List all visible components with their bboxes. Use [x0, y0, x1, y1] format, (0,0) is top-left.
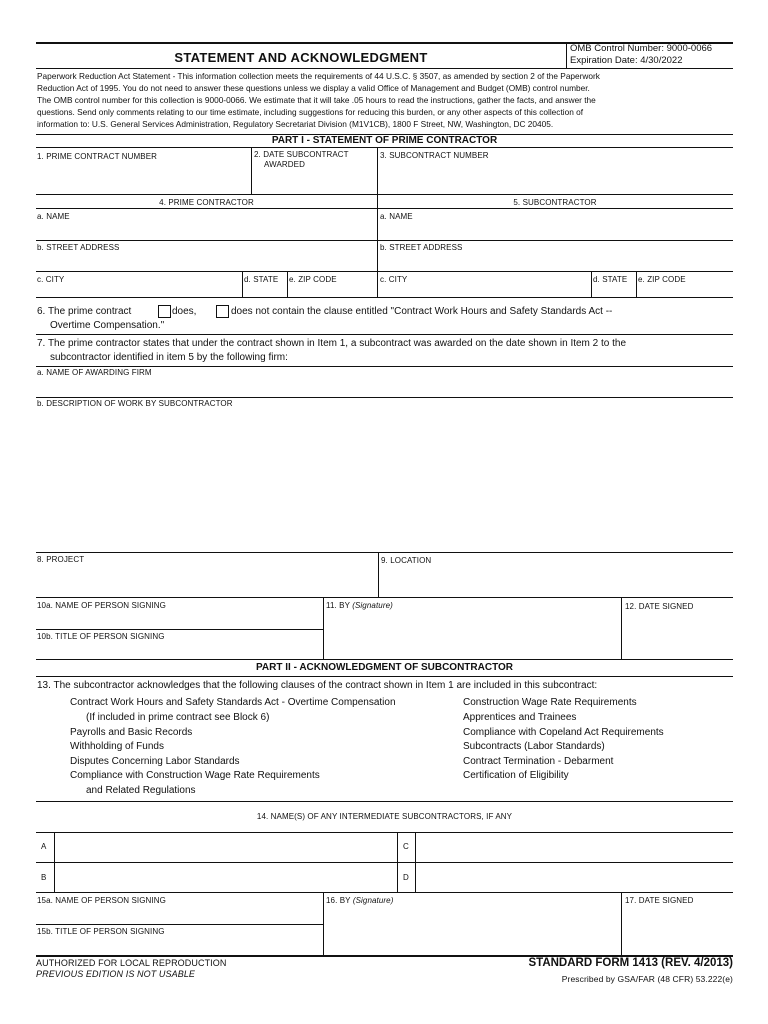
- subcontractor-d-field[interactable]: [418, 865, 730, 890]
- awarding-firm-field[interactable]: [37, 378, 730, 396]
- person-signing-title-label: 10b. TITLE OF PERSON SIGNING: [37, 632, 165, 641]
- sub-signature-field[interactable]: [326, 906, 618, 953]
- prescribed-by: Prescribed by GSA/FAR (48 CFR) 53.222(e): [561, 974, 733, 984]
- subcontractor-a-field[interactable]: [57, 835, 394, 860]
- project-label: 8. PROJECT: [37, 555, 85, 564]
- sub-person-signing-name-label: 15a. NAME OF PERSON SIGNING: [37, 896, 166, 905]
- clause-item: Contract Work Hours and Safety Standards Act - Overtime Compensation: [70, 697, 396, 708]
- prime-city-field[interactable]: [37, 285, 237, 296]
- paperwork-line: questions. Send only comments relating to our time estimate, including suggestions for reducing this burden, or any other aspects of this collection of: [37, 107, 584, 117]
- clause-item: Payrolls and Basic Records: [70, 727, 193, 738]
- subcontract-number-label: 3. SUBCONTRACT NUMBER: [380, 151, 489, 160]
- q6-text: 6. The prime contract: [37, 306, 132, 317]
- sub-person-signing-title-label: 15b. TITLE OF PERSON SIGNING: [37, 927, 165, 936]
- sub-signature-label-text: 16. BY: [326, 896, 351, 905]
- date-subcontract-awarded-label: 2. DATE SUBCONTRACT: [254, 150, 349, 159]
- sub-signature-hint: (Signature): [352, 896, 394, 905]
- sub-person-signing-name-field[interactable]: [37, 906, 320, 923]
- prime-contractor-heading: 4. PRIME CONTRACTOR: [159, 198, 254, 207]
- clause-item: Disputes Concerning Labor Standards: [70, 756, 240, 767]
- signature-label-text: 11. BY: [326, 601, 350, 610]
- prime-name-field[interactable]: [37, 222, 374, 238]
- row-c-label: C: [403, 842, 409, 851]
- subcontractor-c-field[interactable]: [418, 835, 730, 860]
- clause-item: Construction Wage Rate Requirements: [463, 697, 637, 708]
- sub-zip-label: e. ZIP CODE: [638, 275, 686, 284]
- form-title: STATEMENT AND ACKNOWLEDGMENT: [174, 50, 428, 65]
- paperwork-line: Reduction Act of 1995. You do not need to answer these questions unless we display a valid Office of Management and Budget (OMB) control number.: [37, 83, 590, 93]
- prime-contract-number-label: 1. PRIME CONTRACT NUMBER: [37, 152, 158, 161]
- previous-edition-note: PREVIOUS EDITION IS NOT USABLE: [36, 969, 196, 979]
- q6-text-2: Overtime Compensation.": [50, 320, 165, 331]
- prime-name-label: a. NAME: [37, 212, 70, 221]
- row-d-label: D: [403, 873, 409, 882]
- sub-signature-label: [326, 896, 394, 905]
- location-field[interactable]: [381, 566, 730, 595]
- clause-item: and Related Regulations: [86, 785, 196, 796]
- work-description-field[interactable]: [37, 410, 730, 550]
- sub-city-label: c. CITY: [380, 275, 408, 284]
- part2-heading: PART II - ACKNOWLEDGMENT OF SUBCONTRACTOR: [255, 662, 514, 673]
- q13-text: 13. The subcontractor acknowledges that the following clauses of the contract shown in Item 1 are included in this subcontract:: [37, 680, 598, 691]
- prime-zip-label: e. ZIP CODE: [289, 275, 337, 284]
- prime-zip-field[interactable]: [289, 285, 374, 296]
- omb-control-number: OMB Control Number: 9000-0066: [570, 43, 713, 54]
- prime-city-label: c. CITY: [37, 275, 65, 284]
- clause-item: Compliance with Copeland Act Requirements: [463, 727, 664, 738]
- person-signing-name-label: 10a. NAME OF PERSON SIGNING: [37, 601, 166, 610]
- date-subcontract-awarded-label-2: AWARDED: [264, 160, 305, 169]
- subcontractor-heading: 5. SUBCONTRACTOR: [513, 198, 597, 207]
- part1-heading: PART I - STATEMENT OF PRIME CONTRACTOR: [271, 135, 498, 146]
- q7-text-2: subcontractor identified in item 5 by the following firm:: [50, 352, 288, 363]
- sub-zip-field[interactable]: [638, 285, 730, 296]
- clause-item: Certification of Eligibility: [463, 770, 569, 781]
- clause-item: Contract Termination - Debarment: [463, 756, 614, 767]
- sub-street-label: b. STREET ADDRESS: [380, 243, 463, 252]
- prime-contract-number-field[interactable]: [37, 162, 247, 192]
- location-label: 9. LOCATION: [381, 556, 432, 565]
- q6-does-not-label: does not contain the clause entitled "Contract Work Hours and Safety Standards Act --: [231, 306, 613, 317]
- q6-does-checkbox[interactable]: [158, 305, 171, 318]
- clause-item: Compliance with Construction Wage Rate Requirements: [70, 770, 320, 781]
- signature-field[interactable]: [326, 611, 618, 657]
- row-b-label: B: [41, 873, 47, 882]
- signature-hint: (Signature): [352, 601, 393, 610]
- subcontract-number-field[interactable]: [380, 162, 730, 192]
- q7-text: 7. The prime contractor states that under the contract shown in Item 1, a subcontract was awarded on the date shown in Item 2 to the: [37, 338, 627, 349]
- sub-state-field[interactable]: [593, 285, 633, 296]
- sub-city-field[interactable]: [380, 285, 588, 296]
- sub-street-field[interactable]: [380, 253, 730, 269]
- prime-street-field[interactable]: [37, 253, 374, 269]
- form-number: STANDARD FORM 1413 (REV. 4/2013): [528, 957, 733, 969]
- date-subcontract-awarded-field[interactable]: [254, 170, 374, 192]
- signature-label: [326, 601, 393, 610]
- q6-does-not-checkbox[interactable]: [216, 305, 229, 318]
- sub-person-signing-title-field[interactable]: [37, 937, 320, 953]
- clause-item: Subcontracts (Labor Standards): [463, 741, 605, 752]
- clause-item: Withholding of Funds: [70, 741, 164, 752]
- prime-street-label: b. STREET ADDRESS: [37, 243, 120, 252]
- prime-state-field[interactable]: [244, 285, 284, 296]
- sub-date-signed-field[interactable]: [625, 906, 731, 953]
- work-description-label: b. DESCRIPTION OF WORK BY SUBCONTRACTOR: [37, 399, 233, 408]
- sub-state-label: d. STATE: [593, 275, 628, 284]
- awarding-firm-label: a. NAME OF AWARDING FIRM: [37, 368, 152, 377]
- subcontractor-b-field[interactable]: [57, 865, 394, 890]
- paperwork-line: Paperwork Reduction Act Statement - This information collection meets the requirements of 44 U.S.C. § 3507, as amended by section 2 of the Paperwork: [37, 71, 600, 81]
- prime-state-label: d. STATE: [244, 275, 279, 284]
- project-field[interactable]: [37, 566, 375, 595]
- clause-item: (If included in prime contract see Block 6): [86, 712, 270, 723]
- person-signing-title-field[interactable]: [37, 642, 320, 657]
- sub-date-signed-label: 17. DATE SIGNED: [625, 896, 694, 905]
- clause-item: Apprentices and Trainees: [463, 712, 577, 723]
- intermediate-subcontractors-label: 14. NAME(S) OF ANY INTERMEDIATE SUBCONTRACTORS, IF ANY: [256, 812, 513, 821]
- sub-name-field[interactable]: [380, 222, 730, 238]
- q6-does-label: does,: [172, 306, 197, 317]
- date-signed-field[interactable]: [625, 612, 731, 657]
- authorized-reproduction: AUTHORIZED FOR LOCAL REPRODUCTION: [36, 958, 227, 968]
- expiration-date: Expiration Date: 4/30/2022: [570, 55, 683, 66]
- sub-name-label: a. NAME: [380, 212, 413, 221]
- person-signing-name-field[interactable]: [37, 611, 320, 628]
- paperwork-line: information to: U.S. General Services Administration, Regulatory Secretariat Division (M1V1CB), 1800 F Street, NW, Washington, DC 20405.: [37, 119, 554, 129]
- paperwork-line: The OMB control number for this collection is 9000-0066. We estimate that it will take .05 hours to read the instructions, gather the facts, and answer the: [37, 95, 596, 105]
- date-signed-label: 12. DATE SIGNED: [625, 602, 694, 611]
- row-a-label: A: [41, 842, 47, 851]
